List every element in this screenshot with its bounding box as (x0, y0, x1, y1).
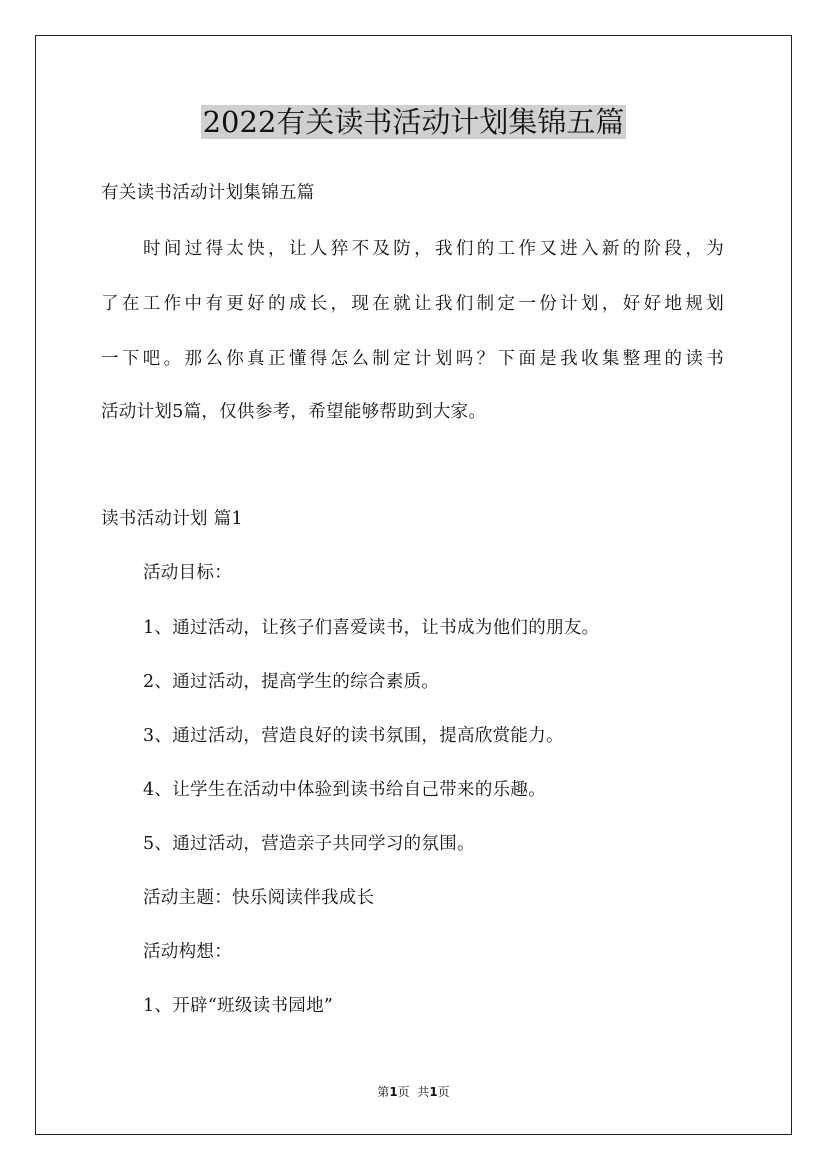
document-title-text: 2022有关读书活动计划集锦五篇 (202, 105, 625, 139)
intro-line-1: 时间过得太快，让人猝不及防，我们的工作又进入新的阶段，为 (143, 239, 724, 259)
activity-theme: 活动主题：快乐阅读伴我成长 (143, 888, 375, 908)
goal-item: 1、通过活动，让孩子们喜爱读书，让书成为他们的朋友。 (143, 618, 600, 638)
goal-label: 活动目标： (143, 563, 232, 583)
section-heading: 读书活动计划 篇1 (101, 509, 243, 529)
footer-suffix: 页 (437, 1085, 450, 1099)
goal-item: 2、通过活动，提高学生的综合素质。 (143, 672, 440, 692)
page-footer (0, 1084, 827, 1100)
document-subtitle: 有关读书活动计划集锦五篇 (101, 183, 315, 203)
concept-label: 活动构想： (143, 942, 232, 962)
intro-line-3: 一下吧。那么你真正懂得怎么制定计划吗？下面是我收集整理的读书 (101, 349, 724, 369)
footer-page-current: 1 (389, 1085, 398, 1099)
goal-item: 4、让学生在活动中体验到读书给自己带来的乐趣。 (143, 780, 547, 800)
footer-page-total: 1 (429, 1085, 438, 1099)
footer-mid: 页 共 (397, 1085, 430, 1099)
goal-item: 3、通过活动，营造良好的读书氛围，提高欣赏能力。 (143, 726, 564, 746)
intro-line-2: 了在工作中有更好的成长，现在就让我们制定一份计划，好好地规划 (101, 294, 724, 314)
footer-prefix: 第 (377, 1085, 390, 1099)
intro-line-4: 活动计划5篇，仅供参考，希望能够帮助到大家。 (101, 402, 487, 422)
goal-item: 5、通过活动，营造亲子共同学习的氛围。 (143, 834, 475, 854)
document-title (0, 100, 827, 144)
concept-item: 1、开辟“班级读书园地” (143, 996, 334, 1016)
